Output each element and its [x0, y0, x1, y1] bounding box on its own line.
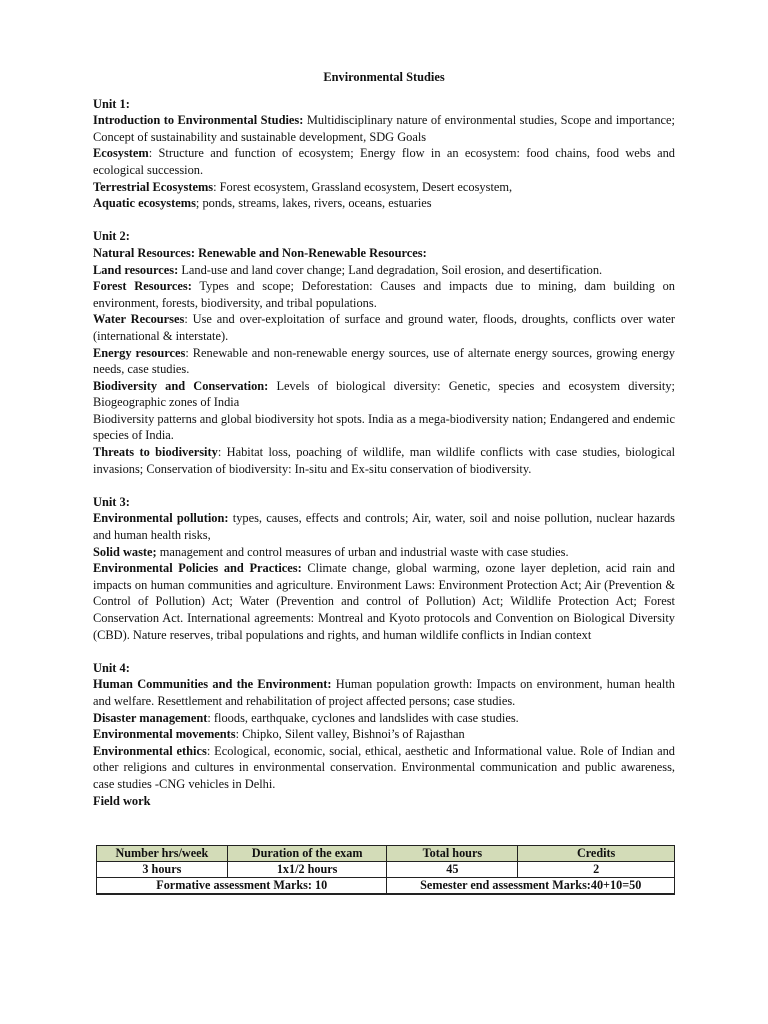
paragraph — [93, 378, 675, 411]
paragraph-term: Disaster management — [93, 710, 208, 725]
unit-section — [93, 494, 675, 643]
paragraph-text: Biodiversity patterns and global biodiversity hot spots. India as a mega-biodiversity nation; Endangered and endemic species of India. — [93, 411, 675, 443]
paragraph-text: types, causes, effects and controls; Air, water, soil and noise pollution, nuclear hazards and human health risks, — [93, 511, 675, 543]
paragraph — [93, 345, 675, 378]
paragraph-text: ; ponds, streams, lakes, rivers, oceans, estuaries — [195, 196, 432, 211]
paragraph-text: : Renewable and non-renewable energy sources, use of alternate energy sources, growing energy needs, case studies. — [93, 345, 675, 377]
paragraph-term: Energy resources — [93, 345, 186, 360]
unit-section — [93, 228, 675, 477]
table-cell: 1x1/2 hours — [227, 862, 387, 878]
paragraph-text: : Ecological, economic, social, ethical, aesthetic and Informational value. Role of Indian and other religions and cultures in environmental conservation. Environmental communication and public awareness, case studies -CNG vehicles in Delhi. — [93, 743, 675, 791]
paragraph — [93, 444, 675, 477]
summary-table — [96, 845, 675, 895]
table-header-cell: Total hours — [387, 846, 518, 862]
units-container — [93, 96, 675, 793]
paragraph-text: : Use and over-exploitation of surface and ground water, floods, droughts, conflicts over water (international & interstate). — [93, 312, 675, 343]
paragraph-term: Ecosystem — [93, 146, 149, 161]
paragraph-text: : Forest ecosystem, Grassland ecosystem, Desert ecosystem, — [213, 179, 513, 194]
paragraph-text: Levels of biological diversity: Genetic, species and ecosystem diversity; Biogeographic zones of India — [93, 378, 676, 410]
paragraph-term: Human Communities and the Environment: — [93, 677, 332, 692]
table-cell: 3 hours — [97, 862, 228, 878]
paragraph-text: Multidisciplinary nature of environmental studies, Scope and importance; Concept of sustainability and sustainable development, SDG Goals — [93, 113, 676, 144]
paragraph — [93, 145, 675, 178]
paragraph-term: Natural Resources: Renewable and Non-Renewable Resources: — [93, 245, 427, 260]
paragraph-term: Introduction to Environmental Studies: — [93, 113, 304, 128]
table-header-cell: Credits — [518, 846, 675, 862]
paragraph — [93, 411, 675, 444]
paragraph-term: Water Recourses — [93, 312, 185, 327]
paragraph — [93, 710, 675, 727]
paragraph — [93, 560, 675, 643]
paragraph-term: Threats to biodiversity — [93, 445, 218, 460]
table-header-cell: Number hrs/week — [97, 846, 228, 862]
paragraph-term: Solid waste; — [93, 544, 157, 559]
unit-heading: Unit 4: — [93, 660, 130, 675]
paragraph-term: Land resources: — [93, 262, 179, 277]
paragraph-text: : Habitat loss, poaching of wildlife, man wildlife conflicts with case studies, biological invasions; Conservation of biodiversity: In-situ and Ex-situ conservation of biodiversity. — [93, 445, 676, 476]
paragraph-term: Terrestrial Ecosystems — [93, 179, 214, 194]
paragraph-text: : Structure and function of ecosystem; Energy flow in an ecosystem: food chains, food webs and ecological succession. — [93, 146, 675, 177]
paragraph — [93, 676, 675, 709]
page-title: Environmental Studies — [323, 70, 445, 84]
formative-assessment-cell: Formative assessment Marks: 10 — [97, 878, 387, 895]
paragraph — [93, 195, 675, 212]
paragraph — [93, 311, 675, 344]
table-row — [97, 878, 675, 895]
paragraph-term: Forest Resources: — [93, 279, 192, 294]
unit-section — [93, 660, 675, 793]
paragraph — [93, 726, 675, 743]
paragraph-text: : floods, earthquake, cyclones and landslides with case studies. — [207, 710, 519, 725]
unit-heading: Unit 3: — [93, 494, 130, 509]
table-header-cell: Duration of the exam — [227, 846, 387, 862]
document-page — [93, 69, 675, 809]
paragraph-text: : Chipko, Silent valley, Bishnoi’s of Rajasthan — [235, 727, 465, 742]
table-cell: 45 — [387, 862, 518, 878]
paragraph — [93, 262, 675, 279]
paragraph — [93, 510, 675, 543]
paragraph — [93, 112, 675, 145]
paragraph-text: Land-use and land cover change; Land degradation, Soil erosion, and desertification. — [178, 262, 603, 277]
paragraph-term: Environmental Policies and Practices: — [93, 561, 302, 576]
paragraph-text: Human population growth: Impacts on environment, human health and welfare. Resettlement and rehabilitation of project affected persons; case studies. — [93, 677, 675, 708]
paragraph-term: Biodiversity and Conservation: — [93, 378, 269, 393]
paragraph-term: Environmental ethics — [93, 743, 207, 758]
field-work-heading: Field work — [93, 793, 151, 808]
table-row — [97, 862, 675, 878]
unit-heading: Unit 2: — [93, 229, 130, 244]
paragraph-text: Types and scope; Deforestation: Causes and impacts due to mining, dam building on environment, forests, biodiversity, and tribal populations. — [93, 279, 675, 310]
paragraph — [93, 278, 675, 311]
paragraph-term: Environmental movements — [93, 727, 236, 742]
table-cell: 2 — [518, 862, 675, 878]
paragraph — [93, 544, 675, 561]
paragraph — [93, 245, 675, 262]
table-header-row — [97, 846, 675, 862]
paragraph-text: management and control measures of urban and industrial waste with case studies. — [156, 544, 569, 559]
paragraph-text: Climate change, global warming, ozone layer depletion, acid rain and impacts on human communities and agriculture. Environment Laws: Environment Protection Act; Air (Prevention & Control of Pollution) Act; Water (Prevention and control of Pollution) Act; Wildlife Protection Act; Forest Conservation Act. International agreements: Montreal and Kyoto protocols and Convention on Biological Diversity (CBD). Nature reserves, tribal populations and rights, and human wildlife conflicts in Indian context — [93, 561, 676, 642]
paragraph-term: Environmental pollution: — [93, 511, 229, 526]
unit-heading: Unit 1: — [93, 96, 130, 111]
semester-assessment-cell: Semester end assessment Marks:40+10=50 — [387, 878, 675, 895]
paragraph-term: Aquatic ecosystems — [93, 196, 196, 211]
paragraph — [93, 179, 675, 196]
paragraph — [93, 743, 675, 793]
unit-section — [93, 96, 675, 212]
